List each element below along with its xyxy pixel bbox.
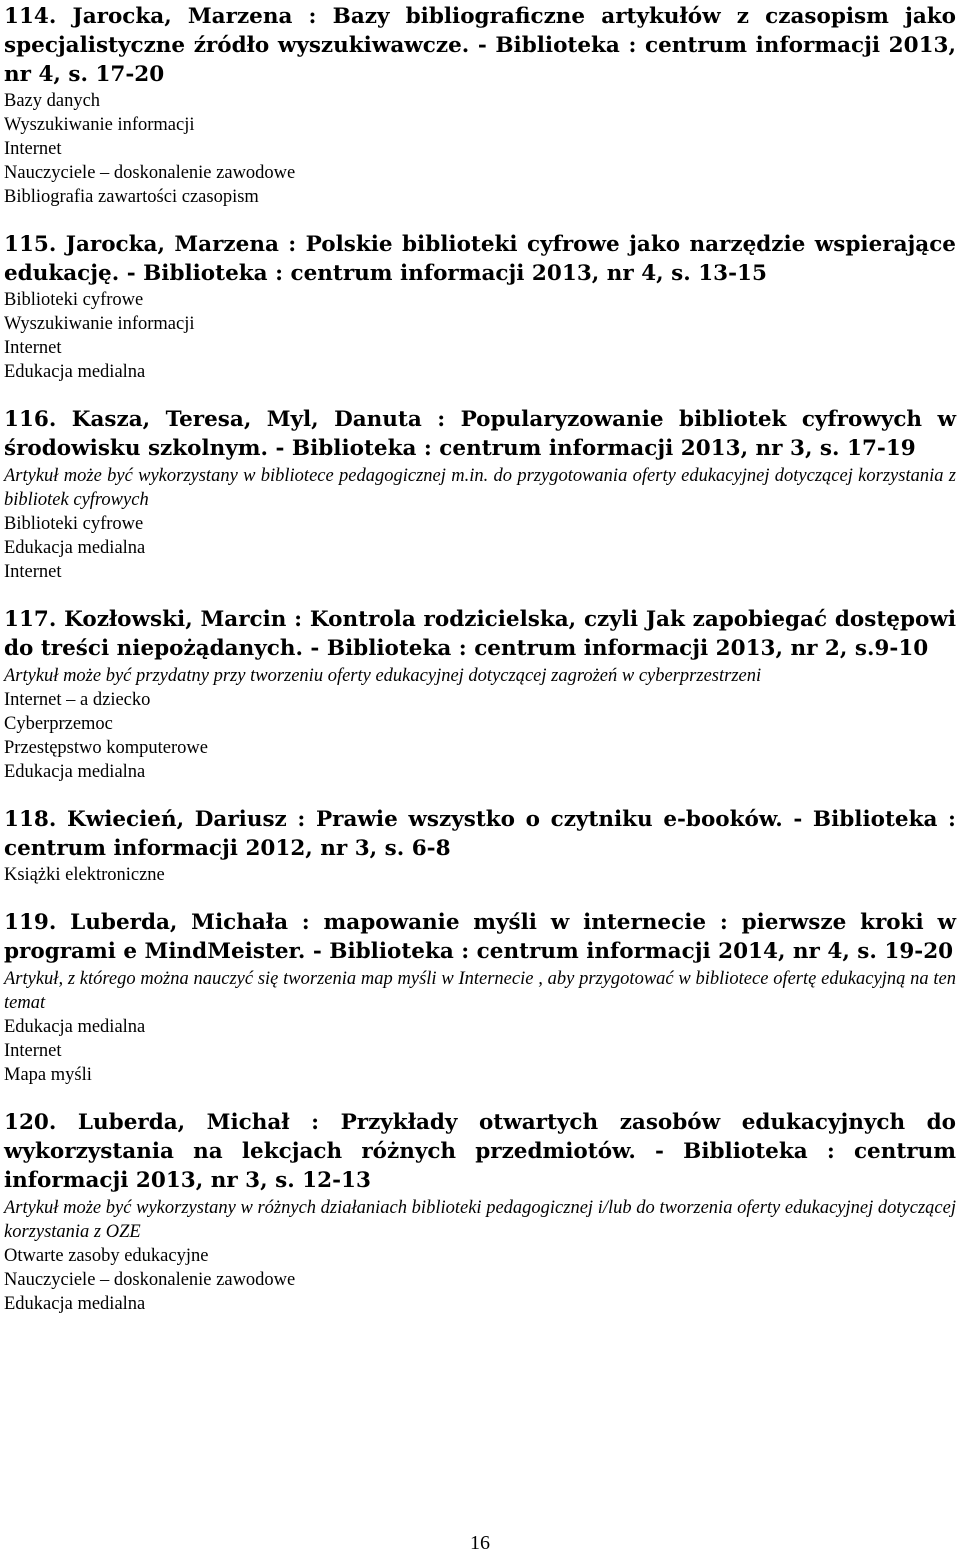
entry-annotation: Artykuł może być wykorzystany w bibliotece pedagogicznej m.in. do przygotowania oferty edukacyjnej dotyczącej korzystania z bibliotek cyfrowych: [4, 466, 956, 510]
subject-heading: Bazy danych: [4, 91, 101, 111]
subject-heading: Edukacja medialna: [4, 362, 146, 382]
entry-title: 114. Jarocka, Marzena : Bazy bibliograficzne artykułów z czasopism jako specjalistyczne źródło wyszukiwawcze. - Biblioteka : centrum informacji 2013, nr 4, s. 17-20: [4, 4, 956, 87]
entry-title: 117. Kozłowski, Marcin : Kontrola rodzicielska, czyli Jak zapobiegać dostępowi do treści niepożądanych. - Biblioteka : centrum informacji 2013, nr 2, s.9-10: [4, 607, 956, 661]
subject-list: [4, 688, 956, 784]
subject-heading: Książki elektroniczne: [4, 865, 165, 885]
bibliography-page: [4, 2, 956, 1337]
entry-annotation: Artykuł może być przydatny przy tworzeniu oferty edukacyjnej dotyczącej zagrożeń w cyberprzestrzeni: [4, 666, 762, 686]
subject-list: [4, 288, 956, 384]
subject-list: [4, 512, 956, 584]
subject-heading: Biblioteki cyfrowe: [4, 514, 144, 534]
entry-title: 116. Kasza, Teresa, Myl, Danuta : Popularyzowanie bibliotek cyfrowych w środowisku szkolnym. - Biblioteka : centrum informacji 2013, nr 3, s. 17-19: [4, 407, 956, 461]
subject-heading: Edukacja medialna: [4, 538, 146, 558]
subject-list: [4, 89, 956, 209]
subject-heading: Internet: [4, 338, 62, 358]
bibliography-entry-118: [4, 805, 956, 887]
subject-heading: Wyszukiwanie informacji: [4, 314, 195, 334]
entry-title: 118. Kwiecień, Dariusz : Prawie wszystko o czytniku e-booków. - Biblioteka : centrum informacji 2012, nr 3, s. 6-8: [4, 807, 956, 861]
subject-heading: Wyszukiwanie informacji: [4, 115, 195, 135]
subject-list: [4, 1244, 956, 1316]
entry-annotation: Artykuł może być wykorzystany w różnych działaniach biblioteki pedagogicznej i/lub do tworzenia oferty edukacyjnej dotyczącej korzystania z OZE: [4, 1198, 956, 1242]
subject-heading: Cyberprzemoc: [4, 714, 113, 734]
subject-heading: Edukacja medialna: [4, 1294, 146, 1314]
bibliography-entry-117: [4, 605, 956, 784]
subject-heading: Nauczyciele – doskonalenie zawodowe: [4, 1270, 296, 1290]
subject-list: [4, 1015, 956, 1087]
subject-list: [4, 863, 956, 887]
subject-heading: Edukacja medialna: [4, 762, 146, 782]
subject-heading: Edukacja medialna: [4, 1017, 146, 1037]
entry-title: 115. Jarocka, Marzena : Polskie biblioteki cyfrowe jako narzędzie wspierające edukację. - Biblioteka : centrum informacji 2013, nr 4, s. 13-15: [4, 232, 956, 286]
subject-heading: Biblioteki cyfrowe: [4, 290, 144, 310]
subject-heading: Internet: [4, 562, 62, 582]
bibliography-entry-116: [4, 405, 956, 584]
entry-title: 120. Luberda, Michał : Przykłady otwartych zasobów edukacyjnych do wykorzystania na lekcjach różnych przedmiotów. - Biblioteka : centrum informacji 2013, nr 3, s. 12-13: [4, 1110, 956, 1193]
entry-annotation: Artykuł, z którego można nauczyć się tworzenia map myśli w Internecie , aby przygotować w bibliotece ofertę edukacyjną na ten temat: [4, 969, 956, 1013]
bibliography-entry-114: [4, 2, 956, 209]
bibliography-entry-115: [4, 230, 956, 384]
subject-heading: Internet: [4, 1041, 62, 1061]
bibliography-entry-120: [4, 1108, 956, 1316]
subject-heading: Internet: [4, 139, 62, 159]
subject-heading: Internet – a dziecko: [4, 690, 151, 710]
subject-heading: Otwarte zasoby edukacyjne: [4, 1246, 209, 1266]
subject-heading: Przestępstwo komputerowe: [4, 738, 208, 758]
subject-heading: Nauczyciele – doskonalenie zawodowe: [4, 163, 296, 183]
subject-heading: Bibliografia zawartości czasopism: [4, 187, 259, 207]
entry-title: 119. Luberda, Michała : mapowanie myśli w internecie : pierwsze kroki w programi e MindMeister. - Biblioteka : centrum informacji 2014, nr 4, s. 19-20: [4, 910, 956, 964]
subject-heading: Mapa myśli: [4, 1065, 92, 1085]
page-number: 16: [470, 1532, 490, 1554]
bibliography-entry-119: [4, 908, 956, 1087]
